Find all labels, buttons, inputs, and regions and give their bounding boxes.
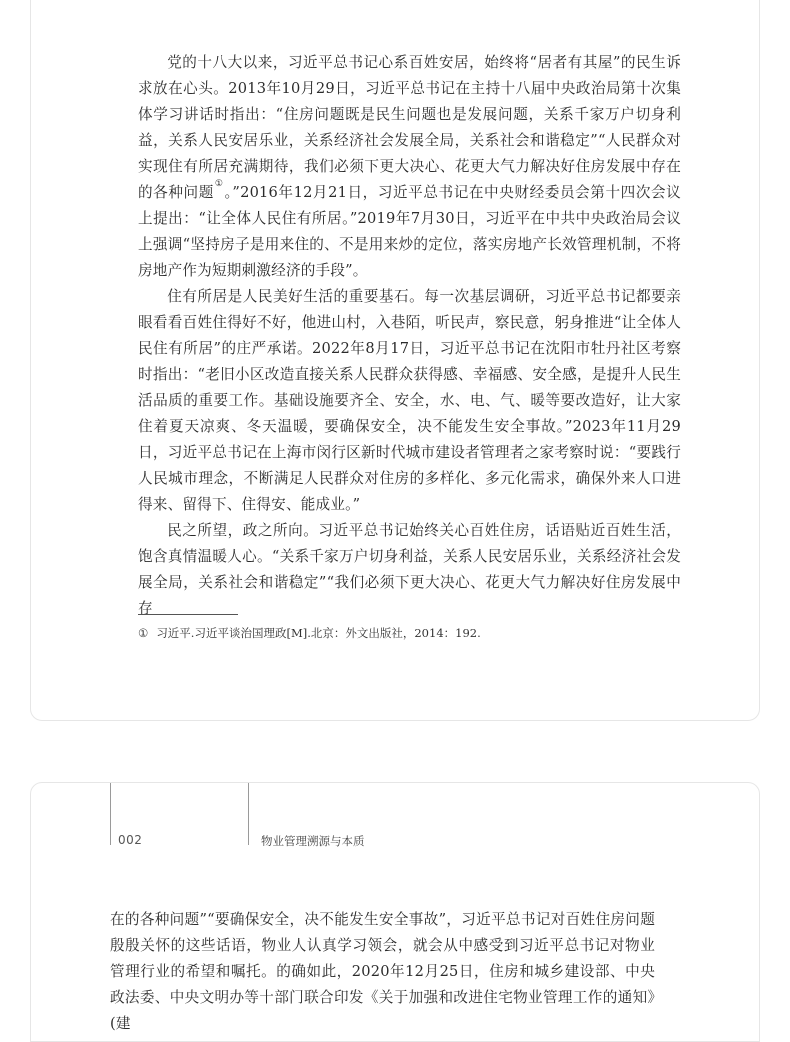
footnote-divider [138, 614, 238, 615]
paragraph-1-part-a: 党的十八大以来，习近平总书记心系百姓安居，始终将“居者有其屋”的民生诉求放在心头。2013年10月29日，习近平总书记在主持十八届中央政治局第十次集体学习讲话时指出：“住房问题既是民生问题也是发展问题，关系千家万户切身利益，关系人民安居乐业，关系经济社会发展全局，关系社会和谐稳定”“人民群众对实现住有所居充满期待，我们必须下更大决心、花更大气力解决好住房发展中存在的各种问题 [138, 54, 681, 201]
header-rule-left [110, 783, 111, 845]
paragraph-1 [138, 50, 681, 284]
page1-body-text [138, 50, 681, 622]
paragraph-1-part-b: 。”2016年12月21日，习近平总书记在中央财经委员会第十四次会议上提出：“让全体人民住有所居。”2019年7月30日，习近平在中共中央政治局会议上强调“坚持房子是用来住的、不是用来炒的定位，落实房地产长效管理机制，不将房地产作为短期刺激经济的手段”。 [138, 184, 681, 279]
page2-body-text [110, 907, 655, 1037]
footnote-reference-mark[interactable]: ① [214, 179, 224, 189]
footnote-text: 习近平.习近平谈治国理政[M].北京：外文出版社，2014：192. [156, 626, 481, 640]
footnote-number: ① [138, 626, 149, 640]
page-number: 002 [118, 833, 143, 847]
paragraph-continued: 在的各种问题”“要确保安全，决不能发生安全事故”，习近平总书记对百姓住房问题殷殷关怀的这些话语，物业人认真学习领会，就会从中感受到习近平总书记对物业管理行业的希望和嘱托。的确如此，2020年12月25日，住房和城乡建设部、中央政法委、中央文明办等十部门联合印发《关于加强和改进住宅物业管理工作的通知》(建 [110, 911, 655, 1032]
footnote [138, 625, 681, 641]
paragraph-2: 住有所居是人民美好生活的重要基石。每一次基层调研，习近平总书记都要亲眼看看百姓住得好不好，他进山村，入巷陌，听民声，察民意，躬身推进“让全体人民住有所居”的庄严承诺。2022年8月17日，习近平总书记在沈阳市牡丹社区考察时指出：“老旧小区改造直接关系人民群众获得感、幸福感、安全感，是提升人民生活品质的重要工作。基础设施要齐全、安全，水、电、气、暖等要改造好，让大家住着夏天凉爽、冬天温暖，要确保安全，决不能发生安全事故。”2023年11月29日，习近平总书记在上海市闵行区新时代城市建设者管理者之家考察时说：“要践行人民城市理念，不断满足人民群众对住房的多样化、多元化需求，确保外来人口进得来、留得下、住得安、能成业。” [138, 288, 681, 513]
header-rule-right [248, 783, 249, 845]
paragraph-3: 民之所望，政之所向。习近平总书记始终关心百姓住房，话语贴近百姓生活，饱含真情温暖人心。“关系千家万户切身利益，关系人民安居乐业，关系经济社会发展全局，关系社会和谐稳定”“我们必须下更大决心、花更大气力解决好住房发展中存 [138, 522, 681, 617]
document-page-2 [30, 782, 760, 1042]
document-page-1 [30, 0, 760, 721]
running-head: 物业管理溯源与本质 [261, 834, 365, 848]
